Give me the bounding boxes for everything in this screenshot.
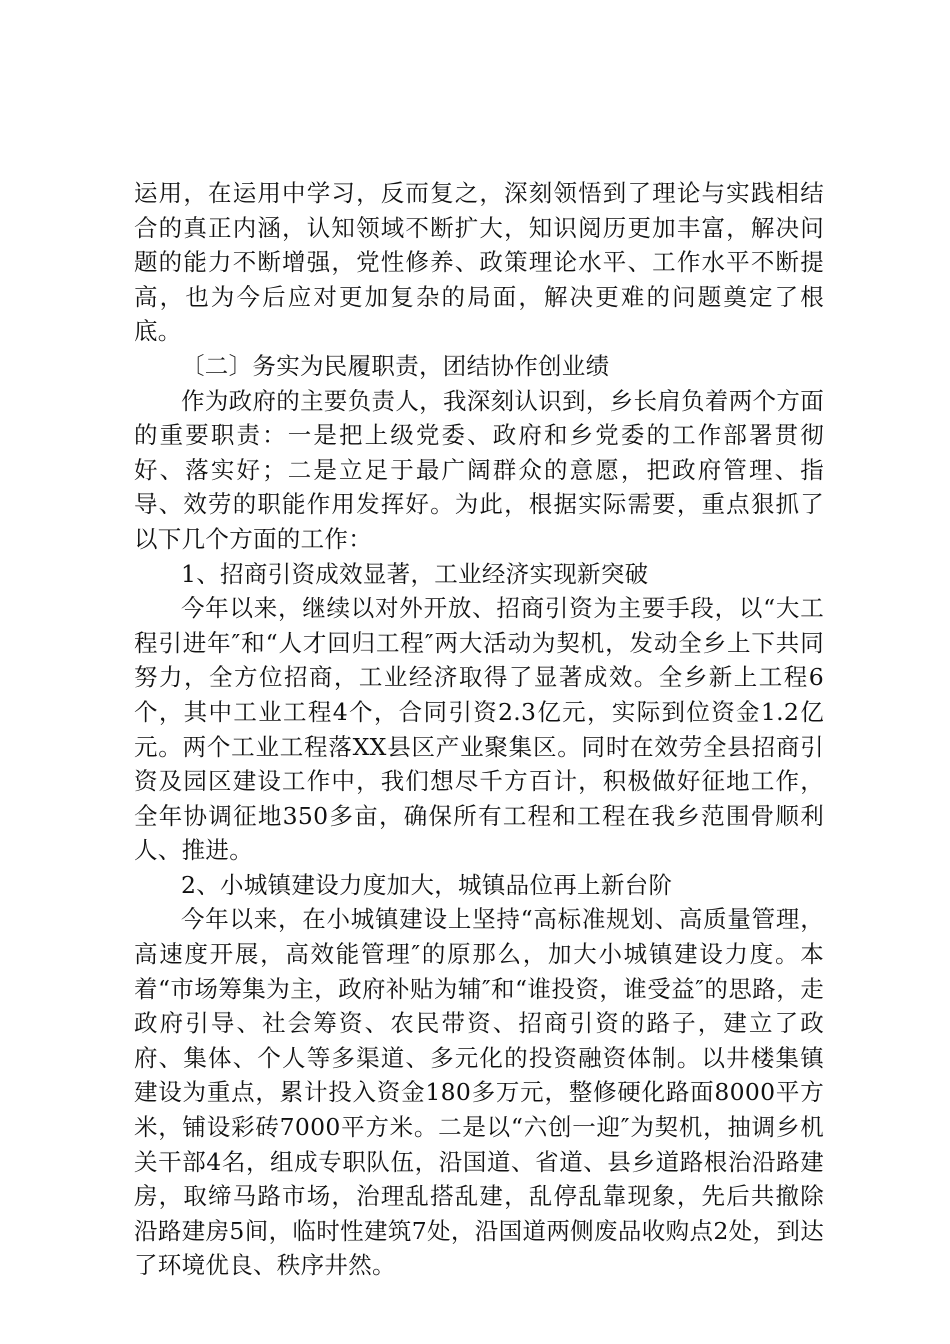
- paragraph-investment: 今年以来，继续以对外开放、招商引资为主要手段，以“大工程引进年″和“人才回归工程″两大活动为契机，发动全乡上下共同努力，全方位招商，工业经济取得了显著成效。全乡新上工程6个，其中工业工程4个，合同引资2.3亿元，实际到位资金1.2亿元。两个工业工程落XX县区产业聚集区。同时在效劳全县招商引资及园区建设工作中，我们想尽千方百计，积极做好征地工作，全年协调征地350多亩，确保所有工程和工程在我乡范围骨顺利人、推进。: [134, 594, 824, 865]
- subheading-investment: 1、招商引资成效显著，工业经济实现新突破: [181, 559, 649, 588]
- document-body: [134, 176, 824, 1283]
- paragraph-town-construction: 今年以来，在小城镇建设上坚持“高标准规划、高质量管理，高速度开展，高效能管理″的原那么，加大小城镇建设力度。本着“市场筹集为主，政府补贴为辅″和“谁投资，谁受益″的思路，走政府引导、社会筹资、农民带资、招商引资的路子，建立了政府、集体、个人等多渠道、多元化的投资融资体制。以井楼集镇建设为重点，累计投入资金180多万元，整修硬化路面8000平方米，铺设彩砖7000平方米。二是以“六创一迎″为契机，抽调乡机关干部4名，组成专职队伍，沿国道、省道、县乡道路根治沿路建房，取缔马路市场，治理乱搭乱建，乱停乱靠现象，先后共撤除沿路建房5间，临时性建筑7处，沿国道两侧废品收购点2处，到达了环境优良、秩序井然。: [134, 905, 824, 1280]
- subheading-town-construction: 2、小城镇建设力度加大，城镇品位再上新台阶: [181, 870, 673, 899]
- paragraph-continuation: 运用，在运用中学习，反而复之，深刻领悟到了理论与实践相结合的真正内涵，认知领域不断扩大，知识阅历更加丰富，解决问题的能力不断增强，党性修养、政策理论水平、工作水平不断提高，也为今后应对更加复杂的局面，解决更难的问题奠定了根底。: [134, 179, 824, 346]
- paragraph-duties: 作为政府的主要负责人，我深刻认识到，乡长肩负着两个方面的重要职责：一是把上级党委、政府和乡党委的工作部署贯彻好、落实好；二是立足于最广阔群众的意愿，把政府管理、指导、效劳的职能作用发挥好。为此，根据实际需要，重点狠抓了以下几个方面的工作：: [134, 386, 824, 553]
- section-heading-2: 〔二〕务实为民履职责，团结协作创业绩: [181, 351, 610, 380]
